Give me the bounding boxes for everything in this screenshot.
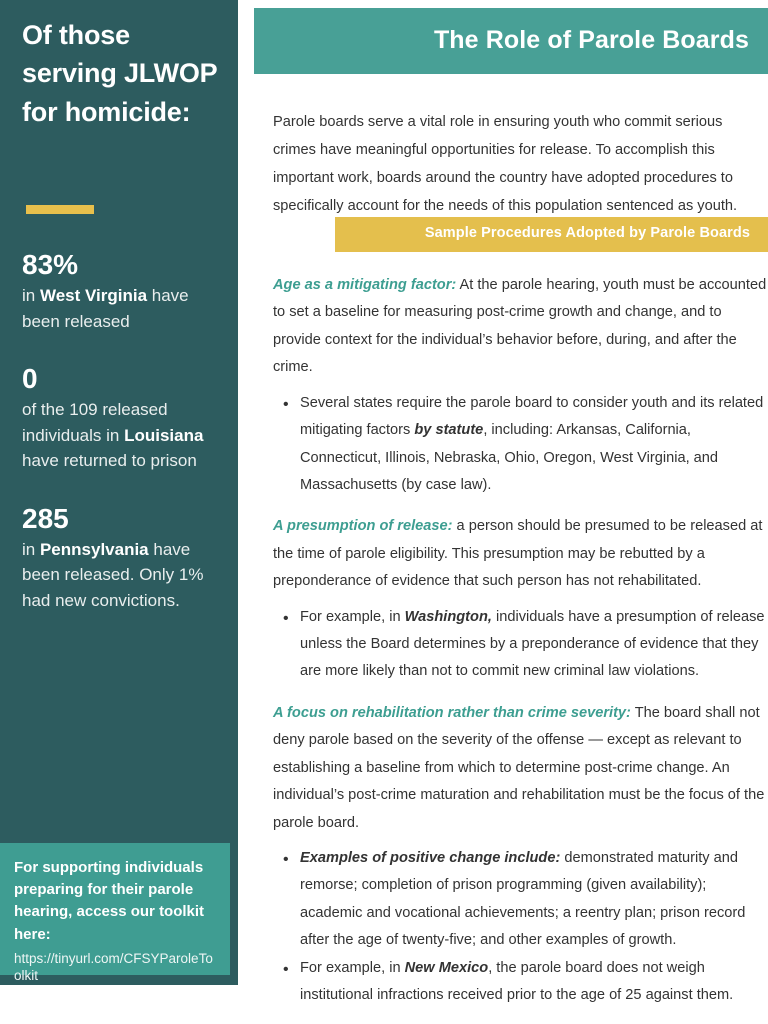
bullet-text-pre: For example, in <box>300 959 405 976</box>
procedure-lead-in: Age as a mitigating factor: <box>273 277 457 293</box>
list-item <box>300 604 767 686</box>
statistic-text-pre: of the 109 released individuals in <box>22 400 168 445</box>
statistic-number: 83% <box>22 249 79 280</box>
statistic-state-name: Louisiana <box>124 425 204 445</box>
procedures-content <box>273 272 767 1024</box>
page-title: The Role of Parole Boards <box>433 26 749 54</box>
intro-paragraph: Parole boards serve a vital role in ensuring youth who commit serious crimes have meaningful opportunities for release. To accomplish this important work, boards around the country have adopted procedures to specifically account for the needs of this population sentenced as youth. <box>273 113 738 214</box>
sidebar-title: Of those serving JLWOP for homicide: <box>22 20 217 127</box>
main-content <box>254 0 768 1004</box>
yellow-divider-rule <box>26 205 94 214</box>
procedure-bullet-list <box>273 604 767 686</box>
statistic-item <box>22 362 228 474</box>
procedure-lead-in: A focus on rehabilitation rather than crime severity: <box>273 704 631 721</box>
procedure-paragraph <box>273 700 767 837</box>
statistic-text-post: have been released <box>22 286 189 331</box>
statistic-number: 285 <box>22 502 69 534</box>
bullet-text-post: individuals have a presumption of release unless the Board determines by a preponderance of evidence that they are more likely than not to commit new criminal law violations. <box>300 608 765 680</box>
procedure-bullet-list <box>273 390 767 500</box>
bullet-text-pre: For example, in <box>300 608 405 625</box>
bullet-emphasis: New Mexico <box>404 959 489 976</box>
statistics-list <box>22 248 228 641</box>
statistic-item <box>22 502 228 614</box>
statistic-text <box>22 537 228 614</box>
section-banner-title: Sample Procedures Adopted by Parole Boards <box>424 225 750 241</box>
section-banner <box>335 217 768 252</box>
sidebar <box>0 0 238 985</box>
toolkit-callout-text: For supporting individuals preparing for their parole hearing, access our toolkit here: <box>14 859 205 943</box>
procedure-body-text: At the parole hearing, youth must be accounted to set a baseline for measuring post-crime growth and change, and to provide context for the individual’s behavior before, during, and after the crime. <box>273 277 767 376</box>
statistic-text <box>22 397 228 474</box>
bullet-emphasis: Washington, <box>404 608 492 625</box>
list-item <box>300 955 767 1010</box>
procedure-body-text: The board shall not deny parole based on the severity of the offense — except as relevant to establishing a baseline from which to determine post-crime change. An individual’s post-crime maturation and rehabilitation must be the focus of the parole board. <box>273 704 765 831</box>
toolkit-url-link[interactable]: https://tinyurl.com/CFSYParoleToolkit <box>14 950 213 984</box>
bullet-text-pre: Several states require the parole board to consider youth and its related mitigating factors <box>300 394 764 439</box>
bullet-emphasis: Examples of positive change include: <box>300 850 561 867</box>
statistic-item <box>22 248 228 334</box>
statistic-text-post: have been released. Only 1% had new convictions. <box>22 539 204 610</box>
bullet-text-post: , including: Arkansas, California, Connecticut, Illinois, Nebraska, Ohio, Oregon, West Virginia, and Massachusetts (by case law). <box>300 422 719 493</box>
bullet-text-post: demonstrated maturity and remorse; completion of prison programming (given availability); academic and vocational achievements; a reentry plan; prison record after the age of twenty-five; and other examples of growth. <box>300 850 746 949</box>
procedure-paragraph <box>273 513 767 595</box>
list-item <box>300 845 767 955</box>
statistic-state-name: West Virginia <box>39 286 148 306</box>
statistic-state-name: Pennsylvania <box>39 539 149 559</box>
procedure-lead-in: A presumption of release: <box>273 518 453 535</box>
list-item <box>300 390 767 500</box>
statistic-text <box>22 283 228 334</box>
statistic-text-post: have returned to prison <box>22 451 197 471</box>
statistic-text-pre: in <box>22 539 40 559</box>
bullet-emphasis: by statute <box>414 422 484 439</box>
bullet-text-post: , the parole board does not weigh institutional infractions received prior to the age of 25 against them. <box>300 959 734 1004</box>
statistic-text-pre: in <box>22 286 40 306</box>
main-header-bar <box>254 8 768 74</box>
procedure-body-text: a person should be presumed to be released at the time of parole eligibility. This presumption may be rebutted by a preponderance of evidence that such person has not rehabilitated. <box>273 518 763 590</box>
statistic-number: 0 <box>22 363 38 395</box>
procedure-paragraph <box>273 272 767 382</box>
toolkit-callout-box <box>0 843 230 984</box>
